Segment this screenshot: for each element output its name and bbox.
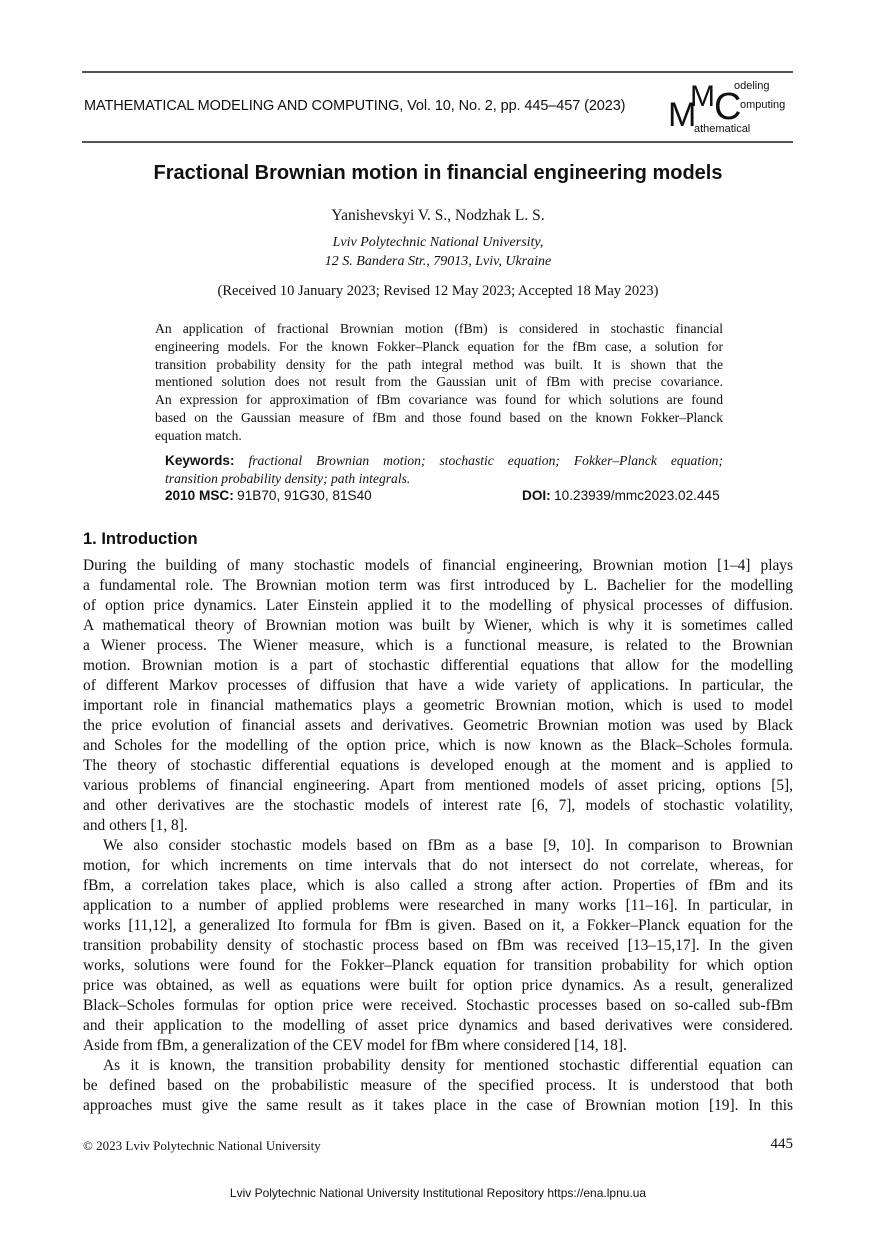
text-line: The theory of stochastic differential equations is developed enough at the moment and is applied to — [83, 757, 793, 774]
text-line: a fundamental role. The Brownian motion term was first introduced by L. Bachelier for the modelling — [83, 577, 793, 594]
text-line: As it is known, the transition probability density for mentioned stochastic differential equation can — [103, 1057, 793, 1074]
journal-logo: M M C odeling omputing athematical — [668, 80, 786, 135]
text-line: A mathematical theory of Brownian motion was built by Wiener, which is why it is sometimes called — [83, 617, 793, 634]
text-line: An application of fractional Brownian motion (fBm) is considered in stochastic financial — [155, 321, 723, 336]
text-line: transition probability density for the path integral method was built. It is shown that the — [155, 356, 723, 372]
text-line: application to a number of applied problems were researched in many works [11–16]. In particular, in — [83, 897, 793, 914]
affiliation-line-2: 12 S. Bandera Str., 79013, Lviv, Ukraine — [324, 254, 552, 269]
msc-value: 91B70, 91G30, 81S40 — [237, 488, 372, 503]
paragraph-3 — [83, 1056, 793, 1116]
text-line: fBm, a correlation takes place, which is also called a strong after action. Properties of fBm and its — [83, 877, 793, 894]
text-line: a Wiener process. The Wiener measure, which is a functional measure, is related to the Brownian — [83, 637, 793, 654]
text-line: Aside from fBm, a generalization of the CEV model for fBm where considered [14, 18]. — [83, 1037, 627, 1054]
journal-header: MATHEMATICAL MODELING AND COMPUTING, Vol. 10, No. 2, pp. 445–457 (2023) — [84, 98, 626, 114]
text-line: be defined based on the probabilistic measure of the specified process. It is understood that both — [83, 1077, 793, 1094]
text-line: mentioned solution does not result from the Gaussian unit of fBm with precise covariance. — [155, 374, 723, 390]
keywords-line-2: transition probability density; path integrals. — [165, 471, 411, 486]
keywords — [165, 452, 723, 488]
text-line: based on the Gaussian measure of fBm and those found based on the known Fokker–Planck — [155, 409, 723, 425]
abstract — [155, 320, 723, 445]
section-heading: 1. Introduction — [83, 530, 198, 548]
text-line: works [11,12], a generalized Ito formula for fBm is given. Based on it, a Fokker–Planck equation for the — [83, 917, 793, 934]
copyright: © 2023 Lviv Polytechnic National University — [83, 1138, 321, 1153]
msc — [165, 488, 372, 504]
authors: Yanishevskyi V. S., Nodzhak L. S. — [331, 207, 545, 224]
keywords-label: Keywords: — [165, 453, 235, 468]
top-rule — [82, 71, 793, 73]
paragraph-2 — [83, 836, 793, 1056]
text-line: transition probability density of stochastic process based on fBm was received [13–15,17]. In the given — [83, 937, 793, 954]
doi-link[interactable]: 10.23939/mmc2023.02.445 — [554, 488, 720, 503]
text-line: engineering models. For the known Fokker–Planck equation for the fBm case, a solution for — [155, 338, 723, 354]
text-line: motion, for which increments on time intervals that do not intersect do not correlate, whereas, for — [83, 857, 793, 874]
page-footer — [83, 1138, 793, 1154]
paper-title: Fractional Brownian motion in financial engineering models — [153, 162, 723, 184]
text-line: of different Markov processes of diffusion that have a wide variety of applications. In particular, the — [83, 677, 793, 694]
text-line: price was obtained, as well as equations were built for option price dynamics. As a result, generalized — [83, 977, 793, 994]
header-bottom-rule — [82, 141, 793, 143]
text-line: An expression for approximation of fBm covariance was found for which solutions are found — [155, 392, 723, 408]
text-line: equation match. — [155, 427, 242, 443]
text-line: We also consider stochastic models based on fBm as a base [9, 10]. In comparison to Brownian — [103, 837, 793, 854]
text-line: and their application to the modelling of asset price dynamics and based derivatives were considered. — [83, 1017, 793, 1034]
text-line: important role in financial mathematics plays a geometric Brownian motion, which is used to model — [83, 697, 793, 714]
repository-note: Lviv Polytechnic National University Institutional Repository https://ena.lpnu.ua — [229, 1186, 647, 1200]
text-line: approaches must give the same result as it takes place in the case of Brownian motion [19]. In this — [83, 1097, 793, 1114]
text-line: and others [1, 8]. — [83, 817, 188, 834]
text-line: the price evolution of financial assets and derivatives. Geometric Brownian motion was used by Black — [83, 717, 793, 734]
dates: (Received 10 January 2023; Revised 12 May 2023; Accepted 18 May 2023) — [217, 283, 659, 299]
keywords-line-1: fractional Brownian motion; stochastic equation; Fokker–Planck equation; — [248, 453, 723, 468]
page-number: 445 — [770, 1136, 793, 1152]
text-line: During the building of many stochastic models of financial engineering, Brownian motion [1–4] plays — [83, 557, 793, 574]
text-line: and Scholes for the modelling of the option price, which is now known as the Black–Scholes formula. — [83, 737, 793, 754]
text-line: of option price dynamics. Later Einstein applied it to the modelling of physical processes of diffusion. — [83, 597, 793, 614]
doi-label: DOI: — [522, 488, 551, 503]
msc-label: 2010 MSC: — [165, 488, 234, 503]
affiliation-line-1: Lviv Polytechnic National University, — [332, 235, 544, 250]
doi — [522, 488, 720, 504]
text-line: various problems of financial engineering. Apart from mentioned models of asset pricing, options [5], — [83, 777, 793, 794]
text-line: Black–Scholes formulas for option price were received. Stochastic processes based on so-called sub-fBm — [83, 997, 793, 1014]
paragraph-1 — [83, 556, 793, 836]
text-line: and other derivatives are the stochastic models of interest rate [6, 7], models of stochastic volatility, — [83, 797, 793, 814]
text-line: works, solutions were found for the Fokker–Planck equation for transition probability for which option — [83, 957, 793, 974]
text-line: motion. Brownian motion is a part of stochastic differential equations that allow for the modelling — [83, 657, 793, 674]
